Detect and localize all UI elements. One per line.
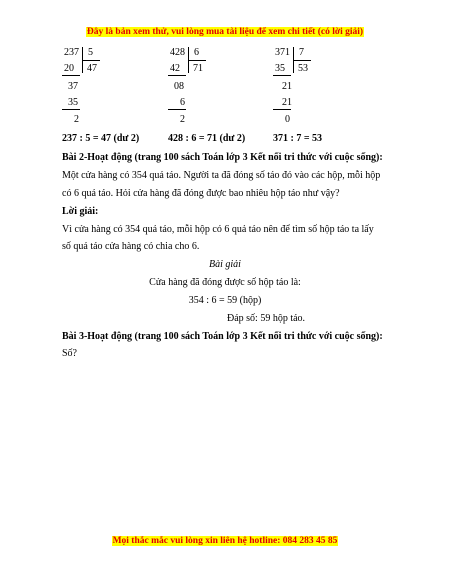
result-2: 428 : 6 = 71 (dư 2) [168,133,246,144]
bai3-heading: Bài 3-Hoạt động (trang 100 sách Toán lớp 3 Kết nối tri thức với cuộc sống): [62,331,383,342]
subtraction-line-2 [168,109,186,110]
second-subtrahend: 6 [180,97,185,108]
solution-answer: Đáp số: 59 hộp táo. [227,313,306,324]
bai3-prompt: Số? [62,348,77,359]
top-banner-text: Đây là bản xem thử, vui lòng mua tài liệu để xem chi tiết (có lời giải) [86,27,364,37]
bottom-banner [0,536,450,546]
second-subtrahend: 35 [68,97,78,108]
solution-line-2: số quả táo cửa hàng có chia cho 6. [62,241,200,252]
divisor: 5 [88,47,93,58]
bottom-banner-text: Mọi thắc mắc vui lòng xin liên hệ hotline: 084 283 45 85 [112,536,338,546]
quotient: 71 [193,63,203,74]
subtraction-line-2 [62,109,80,110]
divisor: 6 [194,47,199,58]
top-banner [0,27,450,37]
solution-sentence: Cửa hàng đã đóng được số hộp táo là: [149,277,301,288]
first-subtrahend: 20 [64,63,74,74]
subtraction-line-1 [273,75,291,76]
bai2-problem-line-2: có 6 quả táo. Hỏi cửa hàng đã đóng được bao nhiêu hộp táo như vậy? [62,188,340,199]
quotient: 47 [87,63,97,74]
bai-giai-title: Bài giải [209,259,241,270]
first-remainder: 21 [282,81,292,92]
first-subtrahend: 35 [275,63,285,74]
dividend: 237 [64,47,79,58]
divisor-underline [188,60,206,61]
final-remainder: 0 [285,114,290,125]
final-remainder: 2 [74,114,79,125]
subtraction-line-2 [273,109,291,110]
divisor-underline [293,60,311,61]
first-remainder: 37 [68,81,78,92]
solution-calculation: 354 : 6 = 59 (hộp) [188,295,262,306]
dividend: 371 [275,47,290,58]
first-remainder: 08 [174,81,184,92]
first-subtrahend: 42 [170,63,180,74]
divisor: 7 [299,47,304,58]
final-remainder: 2 [180,114,185,125]
dividend: 428 [170,47,185,58]
quotient: 53 [298,63,308,74]
solution-line-1: Vì cửa hàng có 354 quả táo, mỗi hộp có 6 quả táo nên để tìm số hộp táo ta lấy [62,224,374,235]
subtraction-line-1 [168,75,186,76]
divisor-underline [82,60,100,61]
bai2-problem-line-1: Một cửa hàng có 354 quả táo. Người ta đã đóng số táo đó vào các hộp, mỗi hộp [62,170,381,181]
solution-heading: Lời giải: [62,206,99,217]
subtraction-line-1 [62,75,80,76]
second-subtrahend: 21 [282,97,292,108]
result-1: 237 : 5 = 47 (dư 2) [62,133,140,144]
result-3: 371 : 7 = 53 [273,133,323,144]
bai2-heading: Bài 2-Hoạt động (trang 100 sách Toán lớp 3 Kết nối tri thức với cuộc sống): [62,152,383,163]
